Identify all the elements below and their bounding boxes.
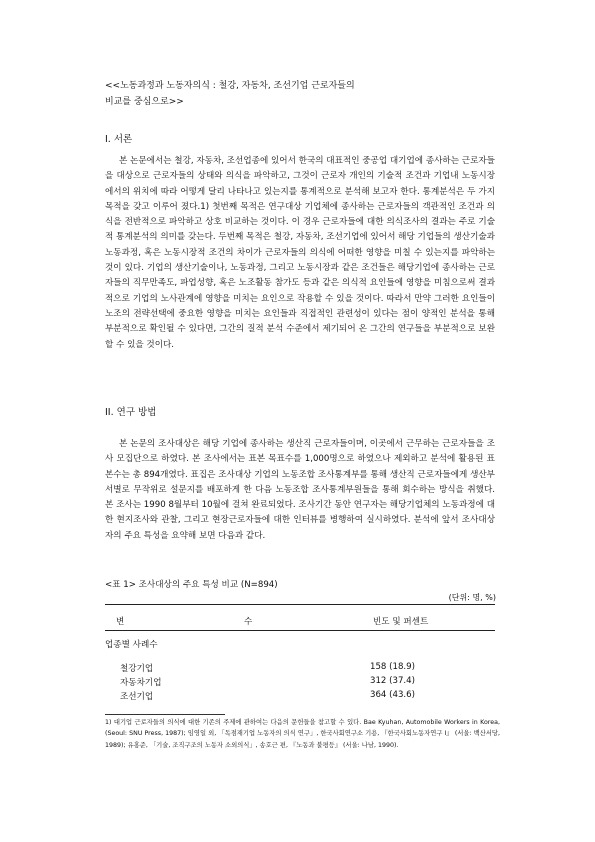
table-header-rule [105, 630, 495, 631]
table-header-count: 수 [244, 617, 253, 627]
footnote-text: 1) 대기업 근로자들의 의식에 대한 기존의 주제에 관하여는 다음의 문헌들을 참고할 수 있다. Bae Kyuhan, Automobile Workers in Korea, (Seoul: SNU Press, 1987); 임영일 외, 「독점재기업 노동자의 의식 연구」, 한국사회연구소 기용, 『한국사회노동자연구 I』 (서울: 백산서당, 1989); 유홍준, 「기술, 조직구조의 노동자 소외의식」, 송호근 편, 『노동과 불평등』 (서울: 나남, 1990). [105, 719, 500, 749]
table-caption: <표 1> 조사대상의 주요 특성 비교 (N=894) [105, 580, 278, 590]
footnote-rule [105, 714, 225, 715]
section-heading-introduction: I. 서론 [105, 134, 133, 145]
table-row-value: 158 (18.9) [370, 662, 415, 672]
title-line-1: <<노동과정과 노동자의식 : 철강, 자동차, 조선기업 근로자들의 [105, 81, 355, 91]
introduction-paragraph: 본 논문에서는 철강, 자동차, 조선업종에 있어서 한국의 대표적인 중공업 대기업에 종사하는 근로자들을 대상으로 근로자들의 상태와 의식을 파악하고, 그것이 근로자 개인의 기술적 조건과 기업내 노동시장에서의 위치에 따라 어떻게 달리 나타나고 있는지를 통계적으로 분석해 보고자 한다. 통계분석은 두 가지 목적을 갖고 이루어 졌다.1) 첫번째 목적은 연구대상 기업체에 종사하는 근로자들의 객관적인 조건과 의식을 전반적으로 파악하고 상호 비교하는 것이다. 이 경우 근로자들에 대한 의식조사의 결과는 주로 기술적 통계분석의 의미를 갖는다. 두번째 목적은 철강, 자동차, 조선기업에 있어서 해당 기업들의 생산기술과 노동과정, 혹은 노동시장적 조건의 차이가 근로자들의 의식에 어떠한 영향을 미칠 수 있는지를 파악하는 것이 있다. 기업의 생산기술이나, 노동과정, 그리고 노동시장과 같은 조건들은 해당기업에 종사하는 근로자들의 직무만족도, 파업성향, 혹은 노조활동 참가도 등과 같은 의식적 요인들에 영향을 미침으로써 결과적으로 기업의 노사관계에 영향을 미치는 요인으로 작용할 수 있을 것이다. 따라서 만약 그러한 요인들이 노조의 전략선택에 중요한 영향을 미치는 요인들과 직접적인 관련성이 있다는 점이 양적인 분석을 통해 부분적으로 확인될 수 있다면, 그간의 질적 분석 수준에서 제기되어 온 그간의 연구들을 부분적으로 보완할 수 있을 것이다. [105, 156, 495, 350]
table-row-label: 철강기업 [120, 664, 154, 674]
table-unit: (단위: 명, %) [448, 593, 496, 602]
section-heading-method: II. 연구 방법 [105, 407, 157, 418]
table-group-label: 업종별 사례수 [105, 640, 158, 650]
table-top-rule [105, 604, 495, 605]
table-row-label: 조선기업 [120, 692, 154, 702]
document-title [105, 78, 495, 110]
method-paragraph: 본 논문의 조사대상은 해당 기업에 종사하는 생산직 근로자들이며, 이곳에서 근무하는 근로자들을 조사 모집단으로 하였다. 본 조사에서는 표본 목표수를 1,000명으로 하였으나 제외하고 분석에 활용된 표본수는 총 894개였다. 표집은 조사대상 기업의 노동조합 조사통계부를 통해 생산직 근로자들에게 생산부서별로 무작위로 설문지를 배포하게 한 다음 노동조합 조사통계부원들을 통해 회수하는 방식을 취했다. 본 조사는 1990 8월부터 10월에 걸쳐 완료되었다. 조사기간 동안 연구자는 해당기업체의 노동과정에 대한 현지조사와 관찰, 그리고 현장근로자들에 대한 인터뷰를 병행하여 실시하였다. 분석에 앞서 조사대상자의 주요 특성을 요약해 보면 다음과 같다. [105, 439, 495, 541]
table-header-variable: 변 [116, 617, 125, 627]
title-line-2: 비교를 중심으로>> [105, 97, 184, 107]
table-header-frequency: 빈도 및 퍼센트 [373, 617, 429, 627]
table-row-label: 자동차기업 [120, 678, 162, 688]
table-row-value: 312 (37.4) [370, 676, 415, 686]
table-row-value: 364 (43.6) [370, 690, 415, 700]
